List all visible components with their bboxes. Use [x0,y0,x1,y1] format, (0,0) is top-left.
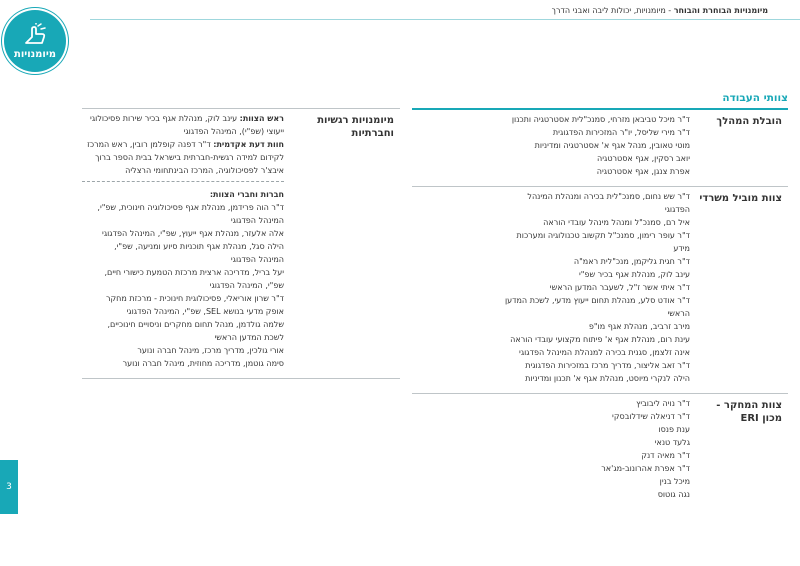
member-line: ד"ר אפרת אהרונוב-מג'אר [601,464,690,473]
member-line: ד"ר מירי שליסל, יו"ר המזכירות הפדגוגית [552,128,690,137]
team-members [412,394,696,509]
member-line: יואב רסקין, אגף אסטרטגיה [597,154,690,163]
members-title: חברות וחברי הצוות: [209,190,284,199]
member-line: ד"ר מיכל טביבאן מזרחי, סמנכ"לית אסטרטגיה ותכנון [511,115,690,124]
member-line: עינת רום, מנהלת אגף א' פיתוח מקצועי עובדי הוראה [510,335,690,344]
section-body [82,109,290,378]
member-line: יעל בריל, מדריכה ארצית מרכזת הטמעת כישורי חיים, [104,268,284,277]
members-divider [82,181,284,186]
member-line: לשכת המדען הראשי [214,333,284,342]
member-line: שלמה גולדמן, מנהל תחום מחקרים וניסויים חינוכיים, [107,320,284,329]
team-label-line: מכון ERI [740,413,782,424]
badge-label: מיומנויות [13,48,57,60]
team-label-line: הובלת המהלך [716,116,782,127]
team-row-leadership [412,110,788,187]
member-line: ד"ר שש נחום, סמנכ"לית בכירה ומנהלת המינהל [527,192,690,201]
emotional-social-section [82,108,400,379]
running-header [552,6,768,15]
team-label [696,187,788,393]
team-members [412,110,696,186]
member-line: ענת פנסו [658,425,690,434]
academic-advisor-label: חוות דעת אקדמית: [213,140,284,149]
section-badge [4,10,66,72]
member-line: סימה גוטמן, מדריכה מחוזית, מינהל חברה ונוער [122,359,284,368]
member-line: נגה גוטוס [657,490,690,499]
work-teams-title: צוותי העבודה [412,92,788,110]
academic-advisor [82,138,284,177]
work-teams-section [412,92,788,509]
member-line: ד"ר שרון אוריאלי, פסיכולוגית חינוכית - מרכזת מחקר [105,294,284,303]
member-line: מירב זרביב, מנהלת אגף מו"פ [588,322,690,331]
hand-icon [22,23,48,47]
team-head-text: עינב לוק, מנהלת אגף בכיר שירות פסיכולוגי ייעוצי (שפ"י), המינהל הפדגוגי [90,114,284,136]
member-line: ד"ר אודט סלע, מנהלת תחום ייעוץ מדעי, לשכת המדען [504,296,690,305]
member-line: ד"ר נויה ליבוביץ [636,399,690,408]
team-label-line: צוות המחקר - [716,400,782,411]
member-line: אופק מדעי בנושא SEL, שפ"י, המינהל הפדגוגי [126,307,284,316]
member-line: ד"ר זאב אליצור, מדריך מרכז במזכירות הפדגוגית [525,361,690,370]
member-line: ד"ר חגית גליקמן, מנכ"לית ראמ"ה [573,257,690,266]
member-line: ד"ר דניאלה שידלובסקי [612,412,690,421]
member-line: מוטי טאובין, מנהל אגף א' אסטרטגיה ומדיניות [534,141,690,150]
member-line: הפדגוגי [664,205,690,214]
team-label-line: צוות מוביל משרדי [699,193,782,204]
member-line: המינהל הפדגוגי [230,255,284,264]
member-line: ד"ר הוה פרידמן, מנהלת אגף פסיכולוגיה חינוכית, שפ"י, [97,203,284,212]
member-line: אפרת צנגן, אגף אסטרטגיה [596,167,690,176]
member-line: שפ"י, המינהל הפדגוגי [209,281,284,290]
member-line: אינה זלצמן, סגנית בכירה למנהלת המינהל הפדגוגי [519,348,690,357]
member-line: המינהל הפדגוגי [230,216,284,225]
member-line: ד"ר מאיה דנק [641,451,690,460]
page-number-tab [0,460,18,514]
section-label-line: וחברתיות [351,128,394,139]
team-row-ministry [412,187,788,394]
section-label-line: מיומנויות רגשיות [317,115,394,126]
member-line: אורי גולכין, מדריך מרכז, מינהל חברה ונוער [137,346,284,355]
academic-advisor-text: ד"ר דפנה קופלמן רובין, ראש המרכז לקידום למידה רגשית-חברתית בישראל בבית הספר ברוך איבצ'ר לפסיכולוגיה, המרכז הבינתחומי הרצליה [87,140,284,175]
team-members [412,187,696,393]
emotional-social-row [82,108,400,379]
member-line: הילה סגל, מנהלת אגף תוכניות סיוע ומניעה, שפ"י, [114,242,284,251]
member-line: הראשי [667,309,690,318]
header-title-bold: מיומנויות הבוחרת והבוחר [673,6,768,15]
team-head [82,112,284,138]
member-line: גלעד טנאי [654,438,690,447]
header-title-rest: - מיומנויות, יכולות ליבה ואבני הדרך [551,6,674,15]
team-row-research [412,394,788,509]
team-label [696,394,788,509]
section-label [290,109,400,378]
member-line: ד"ר איתי אשר ז"ל, לשעבר המדען הראשי [549,283,690,292]
page-number: 3 [6,482,12,492]
header-rule [90,19,800,20]
member-line: עינב לוק, מנהלת אגף בכיר שפ"י [578,270,690,279]
member-line: אלה אלעזר, מנהלת אגף ייעוץ, שפ"י, המינהל הפדגוגי [102,229,284,238]
member-line: הילה לנקרי מיוסט, מנהלת אגף א' תכנון ומדיניות [525,374,690,383]
member-line: מיכל בנין [659,477,690,486]
member-line: מידע [673,244,690,253]
member-line: ד"ר עופר רימון, סמנכ"ל תקשוב טכנולוגיה ומערכות [516,231,690,240]
team-head-label: ראש הצוות: [239,114,284,123]
member-line: איל רם, סמנכ"ל ומנהל מינהל עובדי הוראה [543,218,690,227]
team-label [696,110,788,186]
